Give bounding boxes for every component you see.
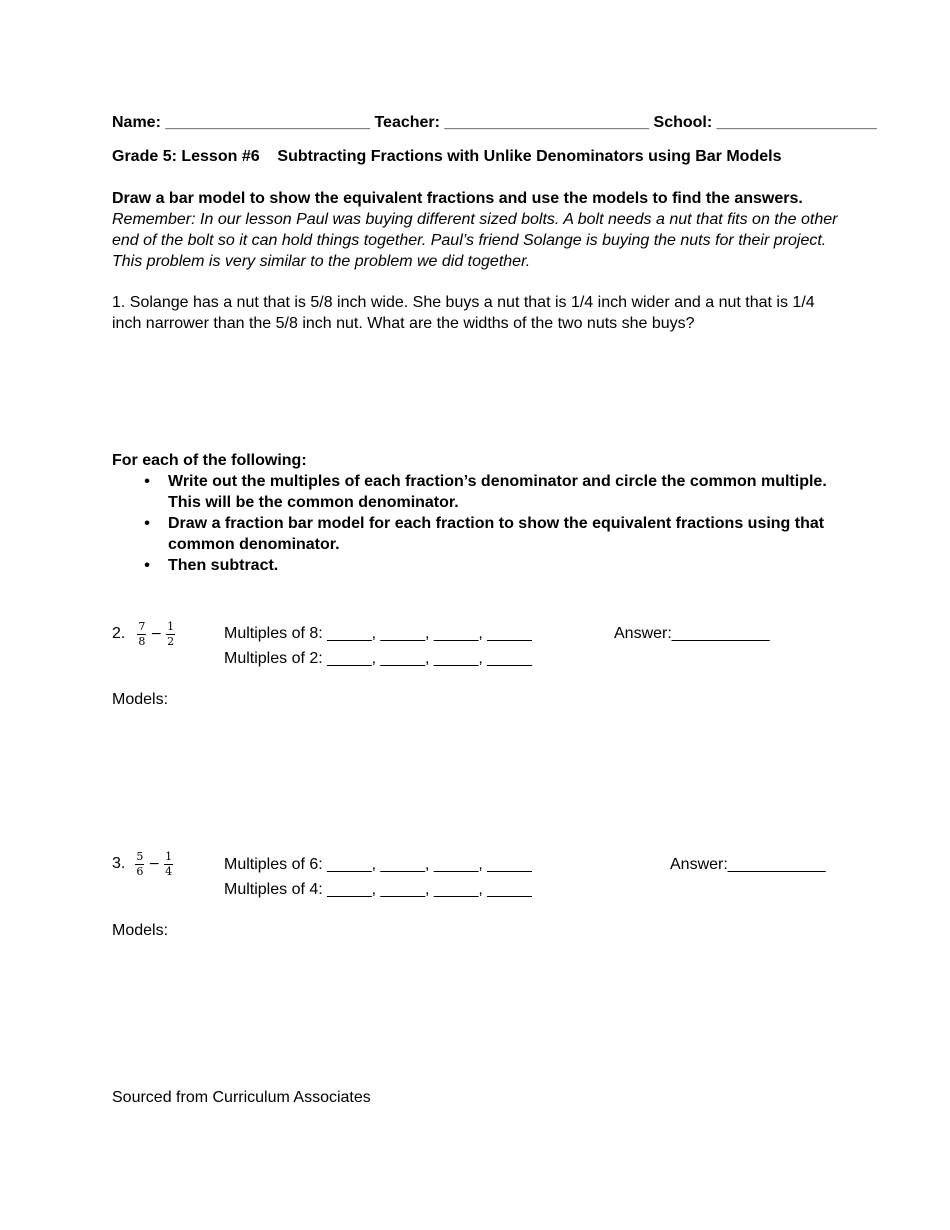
- problem-2-answer-line: Answer:___________: [614, 625, 770, 642]
- bullet-icon: •: [144, 557, 150, 574]
- fraction: [164, 851, 173, 878]
- problem-3-answer-line: Answer:___________: [670, 856, 826, 873]
- bullet-text: Then subtract.: [168, 557, 279, 574]
- instructions-heading: Draw a bar model to show the equivalent fractions and use the models to find the answers.: [112, 190, 803, 207]
- problem-2-models-label: Models:: [112, 691, 169, 708]
- problem-2-expression: [112, 618, 177, 650]
- problem-3-number: 3.: [112, 855, 126, 872]
- problem-3-models-label: Models:: [112, 922, 169, 939]
- multiples-of-4-line: Multiples of 4: _____, _____, _____, _____: [224, 881, 532, 898]
- numerator: 5: [136, 849, 144, 863]
- multiples-of-2-line: Multiples of 2: _____, _____, _____, _____: [224, 650, 532, 667]
- bullet-text: Draw a fraction bar model for each fraction to show the equivalent fractions using that common denominator.: [168, 515, 825, 553]
- problem-1-text: 1. Solange has a nut that is 5/8 inch wide. She buys a nut that is 1/4 inch wider and a nut that is 1/4 inch narrower than the 5/8 inch nut. What are the widths of the two nuts she buys?: [112, 294, 815, 332]
- bullet-icon: •: [144, 515, 150, 532]
- for-each-heading: For each of the following:: [112, 452, 307, 469]
- source-credit: Sourced from Curriculum Associates: [112, 1089, 371, 1106]
- problem-2-number: 2.: [112, 625, 126, 642]
- bullet-text: Write out the multiples of each fraction’s denominator and circle the common multiple. This will be the common denominator.: [168, 473, 827, 511]
- denominator: 4: [165, 864, 173, 878]
- minus-sign: −: [150, 626, 163, 642]
- fraction: [137, 621, 146, 648]
- numerator: 1: [165, 849, 173, 863]
- denominator: 2: [167, 634, 175, 648]
- denominator: 8: [138, 634, 146, 648]
- fraction: [166, 621, 175, 648]
- problem-3-expression: [112, 848, 175, 880]
- remember-paragraph: Remember: In our lesson Paul was buying different sized bolts. A bolt needs a nut that fits on the other end of the bolt so it can hold things together. Paul’s friend Solange is buying the nuts for their project. This problem is very similar to the problem we did together.: [112, 211, 838, 270]
- multiples-of-6-line: Multiples of 6: _____, _____, _____, _____: [224, 856, 532, 873]
- name-teacher-school-line: Name: _______________________ Teacher: _______________________ School: __________________: [112, 114, 877, 131]
- bullet-icon: •: [144, 473, 150, 490]
- minus-sign: −: [148, 856, 161, 872]
- fraction: [135, 851, 144, 878]
- numerator: 1: [167, 619, 175, 633]
- multiples-of-8-line: Multiples of 8: _____, _____, _____, _____: [224, 625, 532, 642]
- lesson-title: Grade 5: Lesson #6 Subtracting Fractions with Unlike Denominators using Bar Models: [112, 148, 782, 165]
- denominator: 6: [136, 864, 144, 878]
- numerator: 7: [138, 619, 146, 633]
